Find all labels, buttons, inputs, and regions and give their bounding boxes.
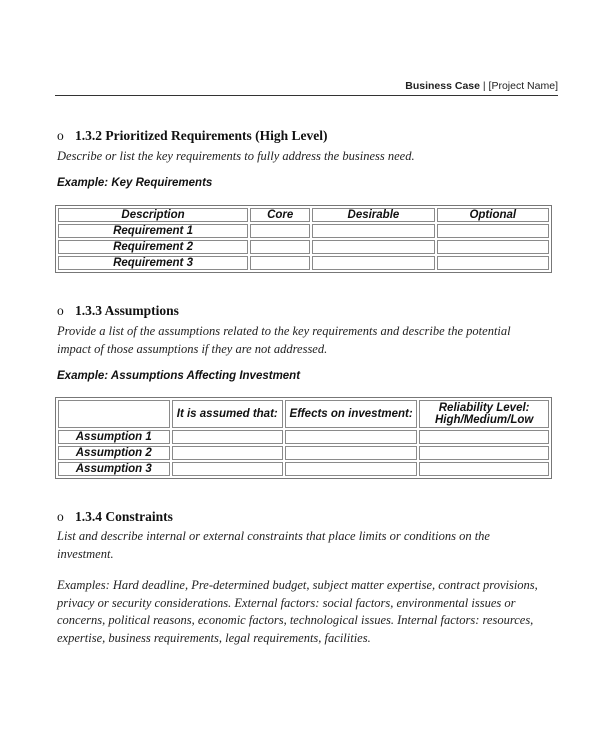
header-rule	[55, 95, 558, 96]
table-cell	[437, 240, 549, 254]
table-cell	[437, 256, 549, 270]
table-row	[58, 446, 549, 460]
table-row	[58, 256, 549, 270]
section-heading: 1.3.4 Constraints	[75, 509, 173, 524]
table-cell	[312, 256, 434, 270]
section-title-constraints	[57, 509, 173, 525]
table-header-row	[58, 400, 549, 428]
section-heading: 1.3.2 Prioritized Requirements (High Level)	[75, 128, 328, 143]
table-cell	[419, 446, 549, 460]
description-line: List and describe internal or external constraints that place limits or conditions on the	[57, 529, 490, 543]
row-label: Requirement 2	[58, 240, 248, 254]
table-cell	[285, 462, 417, 476]
section-title-requirements	[57, 128, 327, 144]
section-description	[57, 323, 557, 358]
col-header-description: Description	[58, 208, 248, 222]
row-label: Assumption 2	[58, 446, 170, 460]
example-title: Example: Key Requirements	[57, 177, 213, 189]
table-cell	[437, 224, 549, 238]
table-cell	[172, 446, 283, 460]
table-cell	[312, 240, 434, 254]
table-cell	[419, 462, 549, 476]
bullet-icon: o	[57, 303, 64, 318]
bullet-icon: o	[57, 509, 64, 524]
table-row	[58, 430, 549, 444]
section-heading: 1.3.3 Assumptions	[75, 303, 179, 318]
row-label: Assumption 3	[58, 462, 170, 476]
section-description: Describe or list the key requirements to fully address the business need.	[57, 149, 415, 163]
description-line: impact of those assumptions if they are not addressed.	[57, 341, 328, 356]
section-title-assumptions	[57, 303, 179, 319]
requirements-table	[55, 205, 552, 273]
table-row	[58, 224, 549, 238]
header-doc-type: Business Case	[405, 80, 480, 92]
assumptions-table	[55, 397, 552, 479]
table-cell	[172, 462, 283, 476]
col-header-core: Core	[250, 208, 310, 222]
table-cell	[419, 430, 549, 444]
reliability-label: Reliability Level:	[438, 402, 530, 414]
example-title: Example: Assumptions Affecting Investment	[57, 370, 301, 382]
table-row	[58, 240, 549, 254]
col-header-desirable: Desirable	[312, 208, 434, 222]
table-cell	[172, 430, 283, 444]
table-cell	[285, 430, 417, 444]
page-header	[55, 80, 558, 92]
table-cell	[250, 240, 310, 254]
examples-line: privacy or security considerations. External factors: social factors, environmental issues or	[57, 595, 516, 610]
table-cell	[312, 224, 434, 238]
table-row	[58, 462, 549, 476]
header-project-name: [Project Name]	[488, 80, 558, 92]
table-header-row	[58, 208, 549, 222]
bullet-icon: o	[57, 128, 64, 143]
description-line: Provide a list of the assumptions related to the key requirements and describe the potential	[57, 324, 511, 338]
examples-line: expertise, business requirements, legal requirements, facilities.	[57, 630, 371, 645]
row-label: Assumption 1	[58, 430, 170, 444]
examples-line: Examples: Hard deadline, Pre-determined budget, subject matter expertise, contract provisions,	[57, 578, 538, 592]
table-cell	[250, 256, 310, 270]
col-header-effects: Effects on investment:	[285, 400, 417, 428]
row-label: Requirement 3	[58, 256, 248, 270]
table-cell	[285, 446, 417, 460]
row-label: Requirement 1	[58, 224, 248, 238]
section-description	[57, 528, 557, 563]
col-header-optional: Optional	[437, 208, 549, 222]
col-header-assumed: It is assumed that:	[172, 400, 283, 428]
header-separator: |	[479, 80, 489, 92]
description-line: investment.	[57, 546, 114, 561]
col-header-reliability	[419, 400, 549, 428]
reliability-scale: High/Medium/Low	[434, 414, 534, 426]
constraints-examples	[57, 577, 567, 647]
col-header-blank	[58, 400, 170, 428]
table-cell	[250, 224, 310, 238]
examples-line: concerns, political reasons, economic factors, technological issues. Internal factors: resources,	[57, 613, 534, 627]
